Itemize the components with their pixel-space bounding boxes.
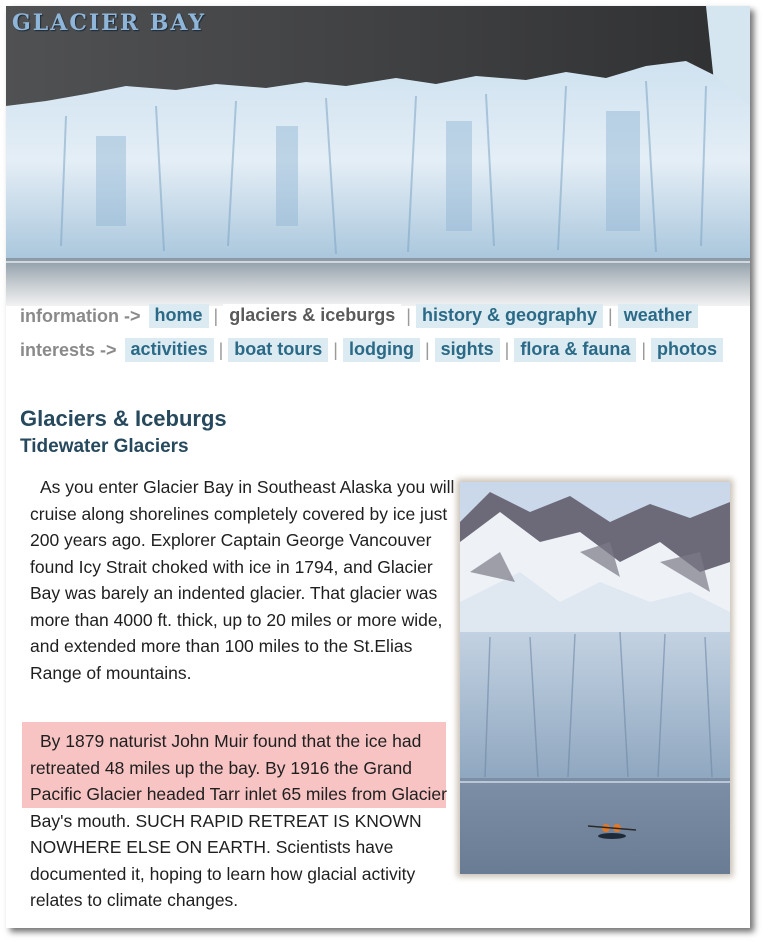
nav-separator: |	[608, 305, 613, 326]
information-nav-label: information ->	[20, 305, 141, 326]
nav-link-activities[interactable]: activities	[125, 338, 214, 362]
nav-separator: |	[333, 339, 338, 360]
nav-link-history-geography[interactable]: history & geography	[416, 304, 603, 328]
nav-link-glaciers-iceburgs[interactable]: glaciers & iceburgs	[223, 304, 401, 328]
glacier-kayak-illustration	[460, 482, 730, 874]
paragraph-history-intro: As you enter Glacier Bay in Southeast Alaska you will cruise along shorelines completely covered by ice just 200 years ago. Explorer Captain George Vancouver found Icy Strait choked with ice in 1794, and Glacier Bay was barely an indented glacier. That glacier was more than 4000 ft. thick, up to 20 miles or more wide, and extended more than 100 miles to the St.Elias Range of mountains.	[30, 477, 455, 683]
nav-separator: |	[504, 339, 510, 360]
nav-link-lodging[interactable]: lodging	[343, 338, 420, 362]
information-nav	[20, 304, 698, 328]
nav-separator: |	[218, 339, 224, 360]
nav-link-sights[interactable]: sights	[435, 338, 500, 362]
header-banner-image	[6, 6, 750, 306]
interests-nav	[20, 338, 723, 362]
glacier-wall-illustration	[6, 6, 750, 306]
section-subtitle: Tidewater Glaciers	[20, 436, 189, 457]
interests-nav-label: interests ->	[20, 339, 117, 360]
nav-separator: |	[424, 339, 430, 360]
nav-link-home[interactable]: home	[149, 304, 209, 328]
page-frame	[6, 6, 750, 928]
article-content	[20, 406, 740, 910]
nav-link-boat-tours[interactable]: boat tours	[228, 338, 328, 362]
page-title: Glaciers & Iceburgs	[20, 406, 227, 431]
glacier-kayak-photo	[460, 482, 730, 874]
nav-link-photos[interactable]: photos	[651, 338, 723, 362]
nav-link-weather[interactable]: weather	[618, 304, 698, 328]
nav-link-flora-fauna[interactable]: flora & fauna	[514, 338, 636, 362]
nav-separator: |	[641, 339, 647, 360]
nav-separator: |	[213, 305, 219, 326]
site-logo-title[interactable]: GLACIER BAY	[12, 10, 207, 36]
paragraph-retreat: By 1879 naturist John Muir found that the ice had retreated 48 miles up the bay. By 1916 the Grand Pacific Glacier headed Tarr inlet 65 miles from Glacier Bay's mouth. SUCH RAPID RETREAT IS KNOWN NOWHERE ELSE ON EARTH. Scientists have documented it, hoping to learn how glacial activity relates to climate changes.	[30, 731, 447, 910]
nav-separator: |	[406, 305, 411, 326]
